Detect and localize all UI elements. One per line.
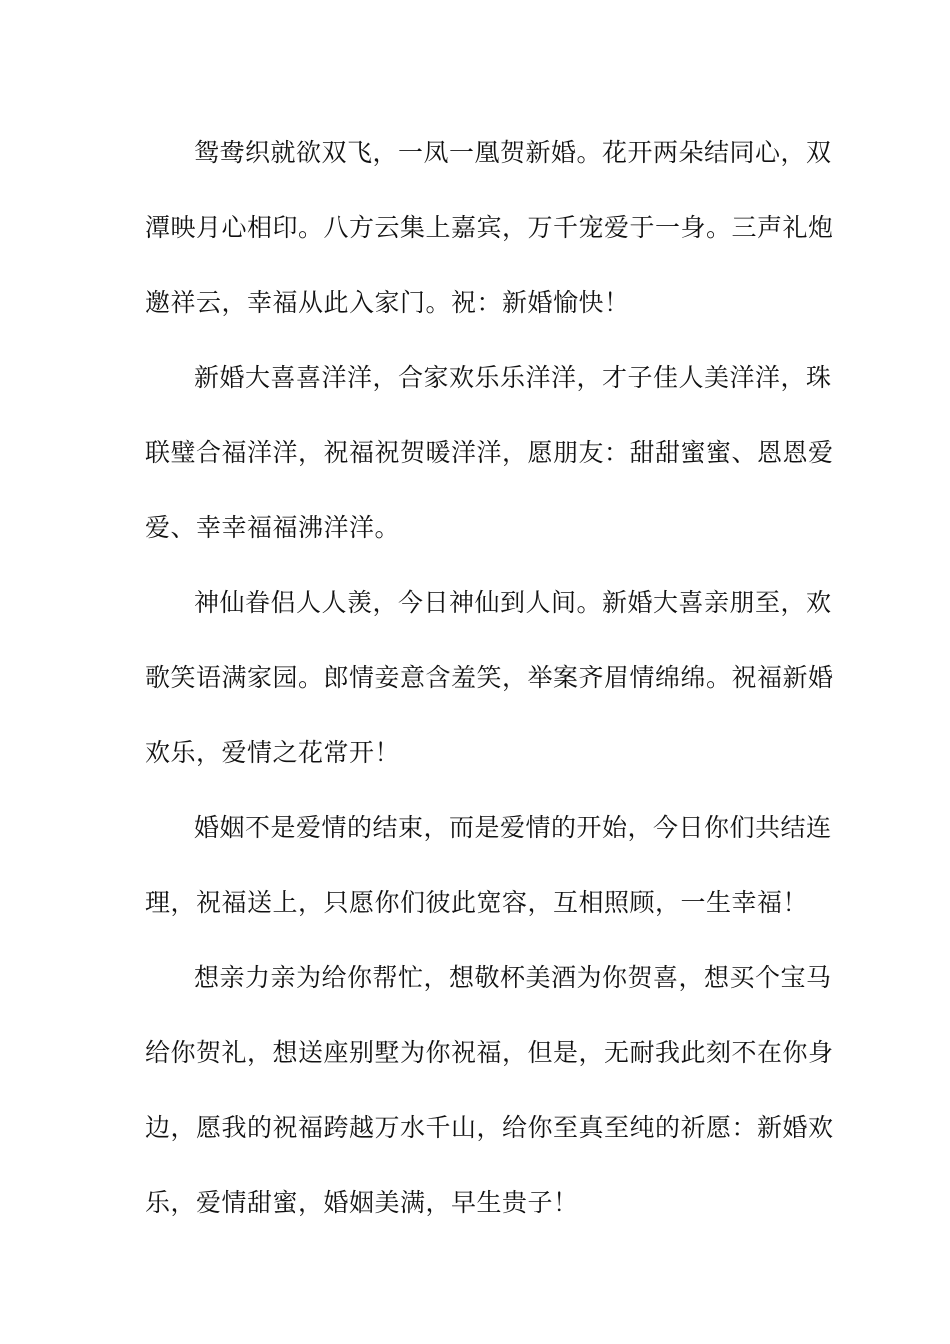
text-line: 欢乐，爱情之花常开！: [145, 738, 401, 767]
paragraph-4: [145, 805, 832, 955]
text-line: 邀祥云，幸福从此入家门。祝：新婚愉快！: [145, 288, 630, 317]
paragraph-2: [145, 355, 834, 580]
paragraph-5: [145, 955, 834, 1255]
paragraph-3: [145, 580, 834, 805]
text-line: 鸳鸯织就欲双飞，一凤一凰贺新婚。花开两朵结同心，双: [194, 138, 832, 167]
text-line: 边，愿我的祝福跨越万水千山，给你至真至纯的祈愿：新婚欢: [145, 1113, 834, 1142]
paragraph-1: [145, 130, 834, 355]
document-body: [145, 130, 834, 1255]
text-line: 联璧合福洋洋，祝福祝贺暖洋洋，愿朋友：甜甜蜜蜜、恩恩爱: [145, 438, 834, 467]
text-line: 潭映月心相印。八方云集上嘉宾，万千宠爱于一身。三声礼炮: [145, 213, 834, 242]
text-line: 婚姻不是爱情的结束，而是爱情的开始，今日你们共结连: [194, 813, 832, 842]
text-line: 爱、幸幸福福沸洋洋。: [145, 513, 401, 542]
text-line: 想亲力亲为给你帮忙，想敬杯美酒为你贺喜，想买个宝马: [194, 963, 832, 992]
text-line: 新婚大喜喜洋洋，合家欢乐乐洋洋，才子佳人美洋洋，珠: [194, 363, 832, 392]
text-line: 乐，爱情甜蜜，婚姻美满，早生贵子！: [145, 1188, 579, 1217]
text-line: 理，祝福送上，只愿你们彼此宽容，互相照顾，一生幸福！: [145, 888, 809, 917]
text-line: 歌笑语满家园。郎情妾意含羞笑，举案齐眉情绵绵。祝福新婚: [145, 663, 834, 692]
text-line: 神仙眷侣人人羡，今日神仙到人间。新婚大喜亲朋至，欢: [194, 588, 832, 617]
text-line: 给你贺礼，想送座别墅为你祝福，但是，无耐我此刻不在你身: [145, 1038, 834, 1067]
